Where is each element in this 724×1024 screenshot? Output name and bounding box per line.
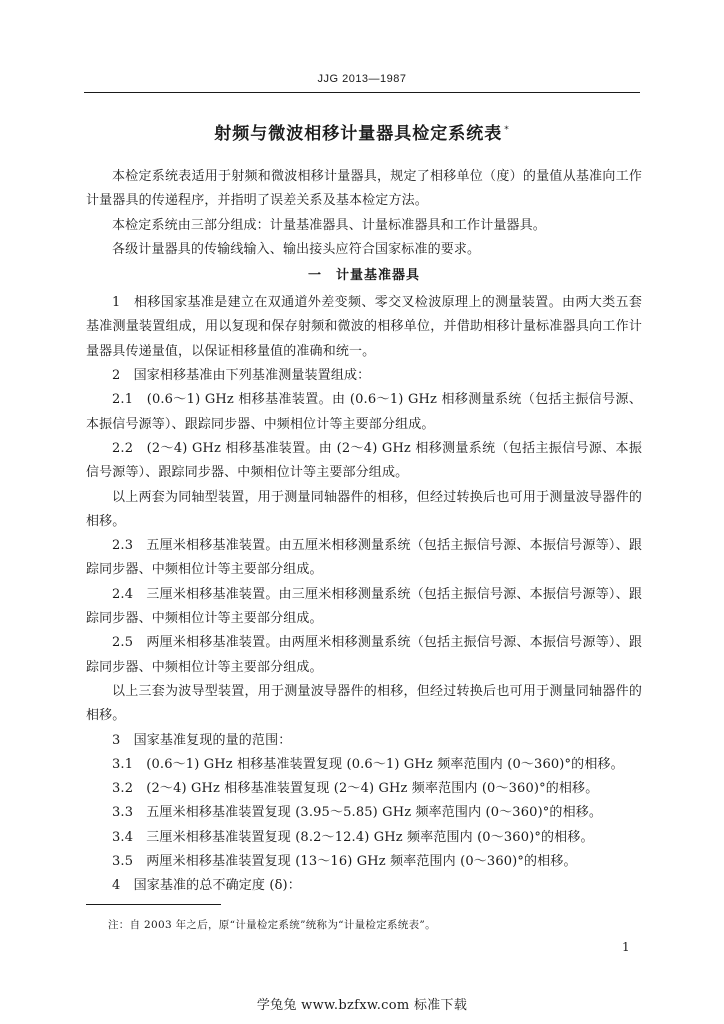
intro-paragraph: 本检定系统表适用于射频和微波相移计量器具，规定了相移单位（度）的量值从基准向工作计量器具的传递程序，并指明了误差关系及基本检定方法。 — [86, 169, 642, 209]
clause-paragraph: 3.2 (2～4) GHz 相移基准装置复现 (2～4) GHz 频率范围内 (0～360)°的相移。 — [112, 781, 599, 797]
standard-code: JJG 2013—1987 — [317, 73, 407, 85]
section-heading: 一 计量基准器具 — [307, 268, 420, 284]
header-divider — [84, 92, 640, 93]
clause-paragraph: 2.5 两厘米相移基准装置。由两厘米相移测量系统（包括主振信号源、本振信号源等）、跟踪同步器、中频相位计等主要部分组成。 — [86, 635, 642, 675]
clause-paragraph: 1 相移国家基准是建立在双通道外差变频、零交叉检波原理上的测量装置。由两大类五套基准测量装置组成，用以复现和保存射频和微波的相移单位，并借助相移计量标准器具向工作计量器具传递量值，以保证相移量值的准确和统一。 — [86, 295, 642, 359]
title-footnote-marker: * — [504, 125, 510, 135]
footnote: 注：自 2003 年之后，原“计量检定系统”统称为“计量检定系统表”。 — [108, 919, 436, 931]
page-number: 1 — [622, 940, 630, 954]
clause-paragraph: 2.3 五厘米相移基准装置。由五厘米相移测量系统（包括主振信号源、本振信号源等）、跟踪同步器、中频相位计等主要部分组成。 — [86, 538, 642, 578]
watermark-text: 学兔兔 www.bzfxw.com 标准下载 — [256, 998, 468, 1013]
document-title — [0, 119, 724, 144]
document-title-text: 射频与微波相移计量器具检定系统表 — [214, 124, 503, 144]
footnote-divider — [86, 904, 221, 905]
clause-paragraph: 2.1 (0.6～1) GHz 相移基准装置。由 (0.6～1) GHz 相移测量系统（包括主振信号源、本振信号源等）、跟踪同步器、中频相位计等主要部分组成。 — [86, 392, 642, 432]
clause-paragraph: 2 国家相移基准由下列基准测量装置组成： — [112, 368, 371, 384]
clause-paragraph: 2.4 三厘米相移基准装置。由三厘米相移测量系统（包括主振信号源、本振信号源等）、跟踪同步器、中频相位计等主要部分组成。 — [86, 586, 642, 627]
clause-paragraph: 3.3 五厘米相移基准装置复现 (3.95～5.85) GHz 频率范围内 (0～360)°的相移。 — [112, 805, 603, 821]
clause-paragraph: 以上两套为同轴型装置，用于测量同轴器件的相移，但经过转换后也可用于测量波导器件的相移。 — [86, 489, 642, 529]
clause-paragraph: 3.5 两厘米相移基准装置复现 (13～16) GHz 频率范围内 (0～360)°的相移。 — [112, 854, 577, 870]
intro-paragraph: 各级计量器具的传输线输入、输出接头应符合国家标准的要求。 — [112, 241, 481, 257]
clause-paragraph: 4 国家基准的总不确定度 (δ)： — [112, 878, 301, 894]
document-body — [86, 165, 642, 899]
clause-paragraph: 3.1 (0.6～1) GHz 相移基准装置复现 (0.6～1) GHz 频率范围内 (0～360)°的相移。 — [112, 756, 624, 772]
intro-paragraph: 本检定系统由三部分组成：计量基准器具、计量标准器具和工作计量器具。 — [112, 217, 546, 233]
clause-paragraph: 3 国家基准复现的量的范围： — [112, 732, 292, 748]
clause-paragraph: 2.2 (2～4) GHz 相移基准装置。由 (2～4) GHz 相移测量系统（包括主振信号源、本振信号源等）、跟踪同步器、中频相位计等主要部分组成。 — [86, 440, 642, 481]
clause-paragraph: 3.4 三厘米相移基准装置复现 (8.2～12.4) GHz 频率范围内 (0～360)°的相移。 — [112, 829, 594, 845]
clause-paragraph: 以上三套为波导型装置，用于测量波导器件的相移，但经过转换后也可用于测量同轴器件的相移。 — [86, 683, 642, 724]
